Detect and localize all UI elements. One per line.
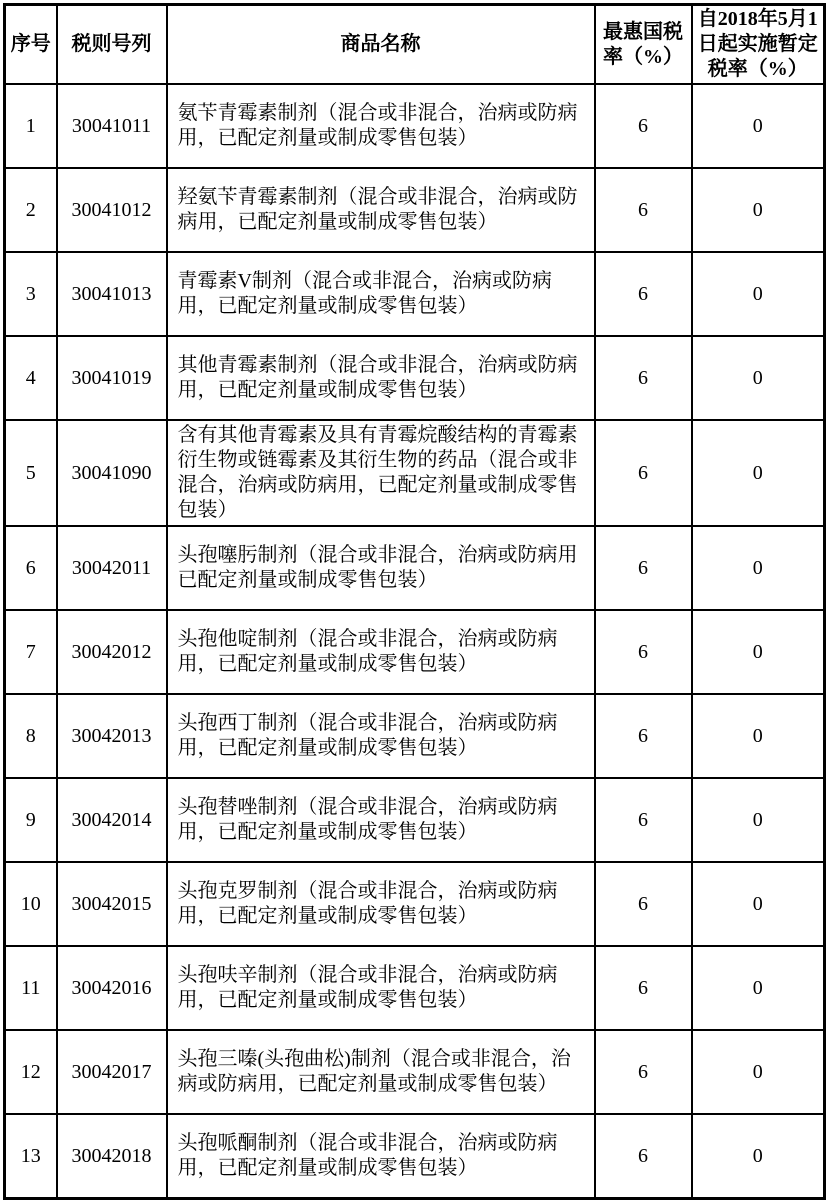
table-row — [5, 946, 825, 1030]
product-name-cell: 头孢噻肟制剂（混合或非混合，治病或防病用已配定剂量或制成零售包装） — [167, 526, 595, 610]
col-header-product-name: 商品名称 — [167, 5, 595, 85]
tariff-code-cell: 30042016 — [57, 946, 167, 1030]
table-row — [5, 1030, 825, 1114]
tariff-code-cell: 30042011 — [57, 526, 167, 610]
tariff-rate-table — [3, 3, 826, 1200]
provisional-rate-cell: 0 — [692, 1030, 825, 1114]
mfn-rate-cell: 6 — [595, 694, 692, 778]
provisional-rate-cell: 0 — [692, 420, 825, 526]
provisional-rate-cell: 0 — [692, 778, 825, 862]
product-name-cell: 头孢三嗪(头孢曲松)制剂（混合或非混合，治病或防病用，已配定剂量或制成零售包装） — [167, 1030, 595, 1114]
product-name-cell: 头孢呋辛制剂（混合或非混合，治病或防病用，已配定剂量或制成零售包装） — [167, 946, 595, 1030]
col-header-serial: 序号 — [5, 5, 57, 85]
product-name-cell: 含有其他青霉素及具有青霉烷酸结构的青霉素衍生物或链霉素及其衍生物的药品（混合或非混合，治病或防病用，已配定剂量或制成零售包装） — [167, 420, 595, 526]
table-row — [5, 862, 825, 946]
tariff-code-cell: 30041090 — [57, 420, 167, 526]
provisional-rate-cell: 0 — [692, 862, 825, 946]
tariff-code-cell: 30042013 — [57, 694, 167, 778]
header-row — [5, 5, 825, 85]
serial-cell: 1 — [5, 84, 57, 168]
tariff-code-cell: 30042014 — [57, 778, 167, 862]
table-row — [5, 252, 825, 336]
table-body — [5, 84, 825, 1199]
col-header-provisional-rate: 自2018年5月1日起实施暂定税率（%） — [692, 5, 825, 85]
table-row — [5, 526, 825, 610]
table-row — [5, 420, 825, 526]
mfn-rate-cell: 6 — [595, 1030, 692, 1114]
tariff-code-cell: 30042015 — [57, 862, 167, 946]
mfn-rate-cell: 6 — [595, 946, 692, 1030]
serial-cell: 10 — [5, 862, 57, 946]
mfn-rate-cell: 6 — [595, 84, 692, 168]
table-row — [5, 778, 825, 862]
mfn-rate-cell: 6 — [595, 778, 692, 862]
table-row — [5, 84, 825, 168]
provisional-rate-cell: 0 — [692, 336, 825, 420]
serial-cell: 8 — [5, 694, 57, 778]
product-name-cell: 其他青霉素制剂（混合或非混合，治病或防病用，已配定剂量或制成零售包装） — [167, 336, 595, 420]
provisional-rate-cell: 0 — [692, 84, 825, 168]
product-name-cell: 头孢哌酮制剂（混合或非混合，治病或防病用，已配定剂量或制成零售包装） — [167, 1114, 595, 1199]
serial-cell: 5 — [5, 420, 57, 526]
tariff-code-cell: 30042018 — [57, 1114, 167, 1199]
provisional-rate-cell: 0 — [692, 1114, 825, 1199]
product-name-cell: 氨苄青霉素制剂（混合或非混合，治病或防病用，已配定剂量或制成零售包装） — [167, 84, 595, 168]
provisional-rate-cell: 0 — [692, 526, 825, 610]
mfn-rate-cell: 6 — [595, 610, 692, 694]
tariff-code-cell: 30041019 — [57, 336, 167, 420]
serial-cell: 2 — [5, 168, 57, 252]
product-name-cell: 羟氨苄青霉素制剂（混合或非混合，治病或防病用，已配定剂量或制成零售包装） — [167, 168, 595, 252]
table-header — [5, 5, 825, 85]
provisional-rate-cell: 0 — [692, 694, 825, 778]
table-row — [5, 610, 825, 694]
provisional-rate-cell: 0 — [692, 168, 825, 252]
product-name-cell: 头孢他啶制剂（混合或非混合，治病或防病用，已配定剂量或制成零售包装） — [167, 610, 595, 694]
serial-cell: 12 — [5, 1030, 57, 1114]
col-header-tariff-code: 税则号列 — [57, 5, 167, 85]
product-name-cell: 头孢克罗制剂（混合或非混合，治病或防病用，已配定剂量或制成零售包装） — [167, 862, 595, 946]
mfn-rate-cell: 6 — [595, 336, 692, 420]
mfn-rate-cell: 6 — [595, 252, 692, 336]
provisional-rate-cell: 0 — [692, 610, 825, 694]
tariff-code-cell: 30041012 — [57, 168, 167, 252]
product-name-cell: 头孢西丁制剂（混合或非混合，治病或防病用，已配定剂量或制成零售包装） — [167, 694, 595, 778]
table-row — [5, 694, 825, 778]
table-row — [5, 168, 825, 252]
provisional-rate-cell: 0 — [692, 946, 825, 1030]
tariff-code-cell: 30042017 — [57, 1030, 167, 1114]
serial-cell: 6 — [5, 526, 57, 610]
serial-cell: 11 — [5, 946, 57, 1030]
serial-cell: 9 — [5, 778, 57, 862]
product-name-cell: 头孢替唑制剂（混合或非混合，治病或防病用，已配定剂量或制成零售包装） — [167, 778, 595, 862]
serial-cell: 4 — [5, 336, 57, 420]
serial-cell: 13 — [5, 1114, 57, 1199]
mfn-rate-cell: 6 — [595, 526, 692, 610]
mfn-rate-cell: 6 — [595, 420, 692, 526]
mfn-rate-cell: 6 — [595, 168, 692, 252]
tariff-code-cell: 30041013 — [57, 252, 167, 336]
serial-cell: 7 — [5, 610, 57, 694]
provisional-rate-cell: 0 — [692, 252, 825, 336]
serial-cell: 3 — [5, 252, 57, 336]
product-name-cell: 青霉素V制剂（混合或非混合，治病或防病用，已配定剂量或制成零售包装） — [167, 252, 595, 336]
mfn-rate-cell: 6 — [595, 1114, 692, 1199]
tariff-code-cell: 30042012 — [57, 610, 167, 694]
mfn-rate-cell: 6 — [595, 862, 692, 946]
table-row — [5, 1114, 825, 1199]
col-header-mfn-rate: 最惠国税率（%） — [595, 5, 692, 85]
table-row — [5, 336, 825, 420]
tariff-code-cell: 30041011 — [57, 84, 167, 168]
